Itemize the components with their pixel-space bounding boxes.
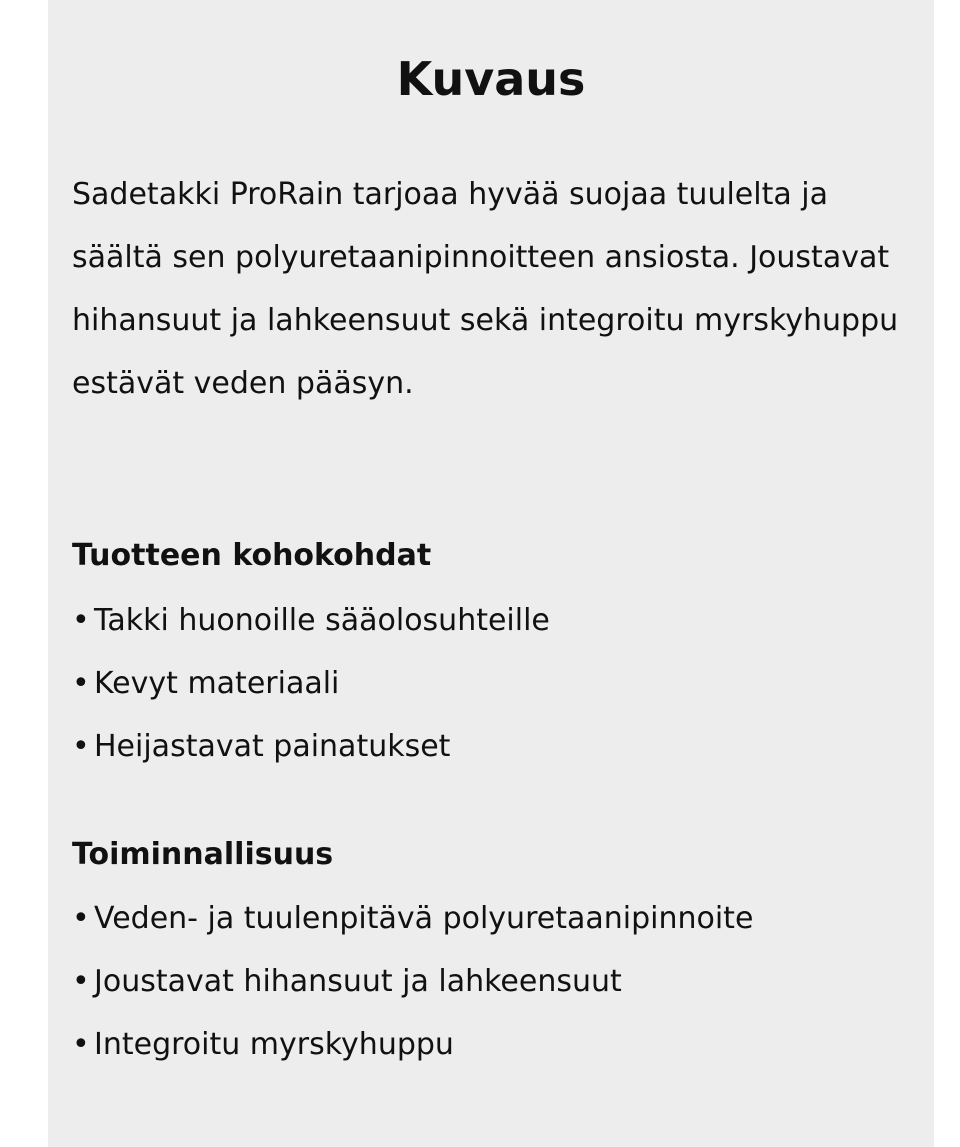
list-item xyxy=(72,887,902,950)
section-title: Kuvaus xyxy=(396,52,586,106)
list-item-label: Integroitu myrskyhuppu xyxy=(94,1027,454,1062)
highlights-heading: Tuotteen kohokohdat xyxy=(72,538,432,573)
product-description: Sadetakki ProRain tarjoaa hyvää suojaa tuulelta ja säältä sen polyuretaanipinnoitteen ansiosta. Joustavat hihansuut ja lahkeensuut sekä integroitu myrskyhuppu estävät veden pääsyn. xyxy=(72,177,899,401)
functionality-list xyxy=(72,887,902,1076)
list-item-label: Kevyt materiaali xyxy=(94,666,340,701)
list-item-label: Joustavat hihansuut ja lahkeensuut xyxy=(94,964,622,999)
description-panel xyxy=(48,0,934,1147)
list-item-label: Takki huonoille sääolosuhteille xyxy=(94,603,550,638)
list-item xyxy=(72,950,902,1013)
highlights-list xyxy=(72,589,902,778)
functionality-heading: Toiminnallisuus xyxy=(72,837,334,872)
bullet-icon: • xyxy=(72,1027,90,1062)
bullet-icon: • xyxy=(72,901,90,936)
bullet-icon: • xyxy=(72,964,90,999)
bullet-icon: • xyxy=(72,666,90,701)
bullet-icon: • xyxy=(72,603,90,638)
list-item xyxy=(72,715,902,778)
list-item xyxy=(72,1013,902,1076)
list-item xyxy=(72,589,902,652)
list-item xyxy=(72,652,902,715)
list-item-label: Heijastavat painatukset xyxy=(94,729,451,764)
list-item-label: Veden- ja tuulenpitävä polyuretaanipinnoite xyxy=(94,901,754,936)
bullet-icon: • xyxy=(72,729,90,764)
